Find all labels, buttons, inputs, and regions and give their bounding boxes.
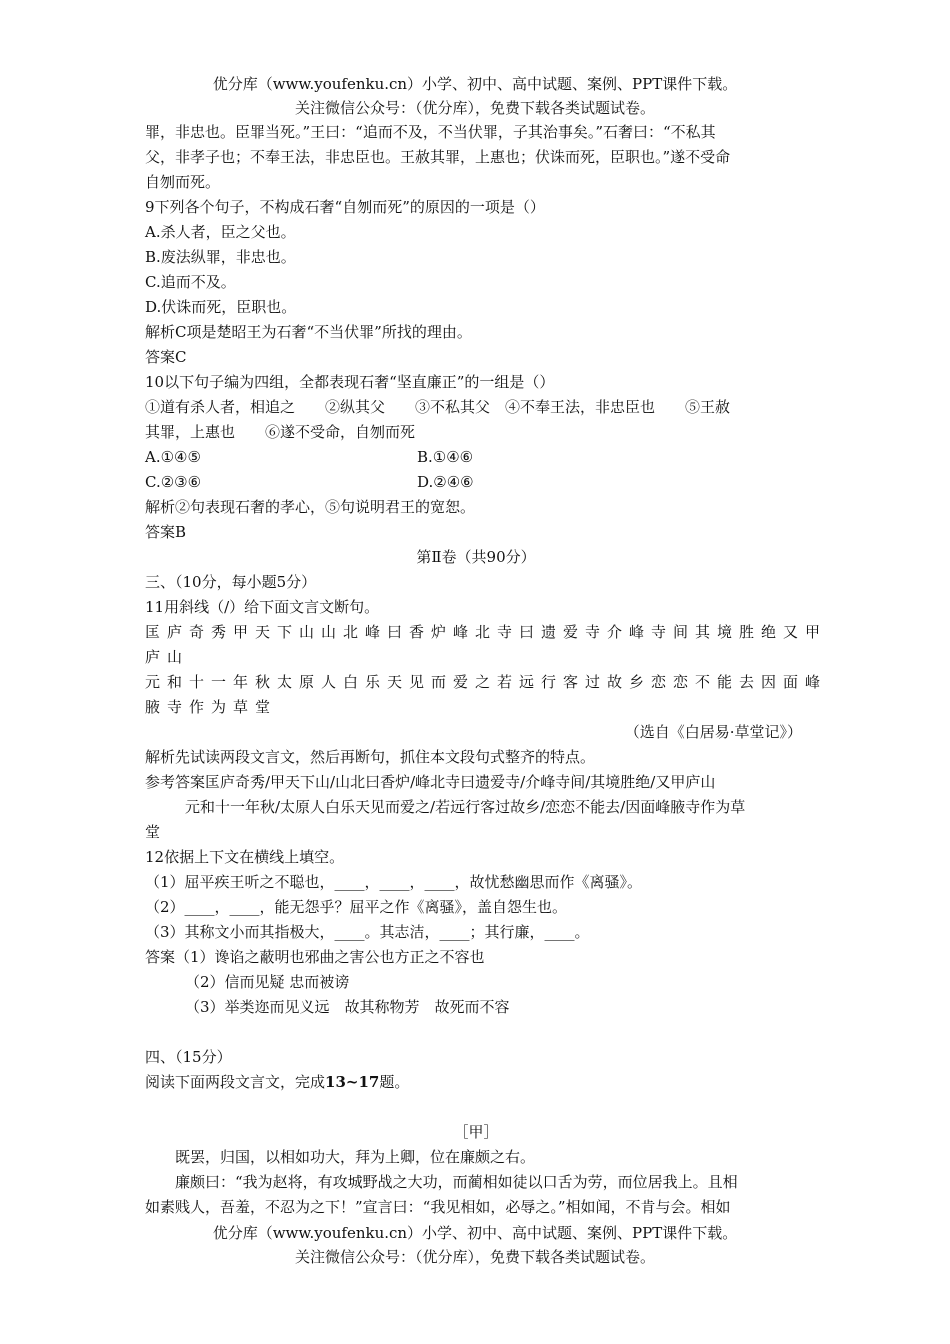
passage-jia-paragraph-2: 廉颇曰：“我为赵将，有攻城野战之大功，而蔺相如徒以口舌为劳，而位居我上。且相: [175, 1173, 738, 1191]
question-12-sentence-3: （3）其称文小而其指极大，____。其志洁，____；其行廉，____。: [145, 923, 590, 941]
question-12-stem: 12依据上下文在横线上填空。: [145, 848, 345, 866]
section-2-title: 第Ⅱ卷（共90分）: [416, 548, 536, 566]
question-10-option-b: B.①④⑥: [417, 448, 474, 466]
footer-line-1: 优分库（www.youfenku.cn）小学、初中、高中试题、案例、PPT课件下载。: [212, 1224, 738, 1242]
part-4-intro-end: 题。: [379, 1073, 410, 1091]
question-10-stem: 10以下句子编为四组，全都表现石奢“坚直廉正”的一组是（）: [145, 373, 555, 391]
question-11-reference-line: 参考答案匡庐奇秀/甲天下山/山北曰香炉/峰北寺曰遗爱寺/介峰寺间/其境胜绝/又甲庐山: [145, 773, 716, 791]
question-10-options-row: [145, 445, 807, 470]
question-9-analysis: 解析C项是楚昭王为石奢“不当伏罪”所找的理由。: [145, 323, 472, 341]
question-10-items-line: ①道有杀人者，相追之 ②纵其父 ③不私其父 ④不奉王法，非忠臣也 ⑤王赦: [145, 398, 731, 416]
page-header: [0, 72, 950, 120]
question-11-stem: 11用斜线（/）给下面文言文断句。: [145, 598, 380, 616]
header-line-1: 优分库（www.youfenku.cn）小学、初中、高中试题、案例、PPT课件下载。: [212, 75, 738, 93]
question-10-items-line: 其罪，上惠也 ⑥遂不受命，自刎而死: [145, 423, 416, 441]
part-4-title: 四、（15分）: [145, 1048, 232, 1066]
question-9-option-c: C.追而不及。: [145, 273, 236, 291]
spacer: [145, 1020, 807, 1045]
footer-line-2: 关注微信公众号：（优分库），免费下载各类试题试卷。: [294, 1248, 655, 1266]
question-12-sentence-1: （1）屈平疾王听之不聪也，____，____，____，故忧愁幽思而作《离骚》。: [145, 873, 643, 891]
page-footer: [0, 1221, 950, 1269]
question-11-analysis: 解析先试读两段文言文，然后再断句，抓住本文段句式整齐的特点。: [145, 748, 596, 766]
spacer: [145, 1095, 807, 1120]
passage-jia-paragraph-2-cont: 如素贱人，吾羞，不忍为之下！”宣言曰：“我见相如，必辱之。”相如闻，不肯与会。相如: [145, 1198, 731, 1216]
question-12-answer-1: 答案（1）谗谄之蔽明也邪曲之害公也方正之不容也: [145, 948, 485, 966]
question-10-option-d: D.②④⑥: [417, 473, 474, 491]
question-10-option-a: A.①④⑤: [145, 448, 201, 466]
document-body: [145, 120, 828, 1220]
question-9-option-b: B.废法纵罪，非忠也。: [145, 248, 296, 266]
question-11-text-line: 腋寺作为草堂: [145, 698, 278, 716]
question-11-source: （选自《白居易·草堂记》）: [624, 723, 802, 741]
part-4-question-range: 13~17: [325, 1073, 380, 1091]
question-12-answer-2: （2）信而见疑 忠而被谤: [185, 973, 350, 991]
part-4-intro-text: 阅读下面两段文言文，完成: [145, 1073, 326, 1091]
question-10-analysis: 解析②句表现石奢的孝心，⑤句说明君王的宽恕。: [145, 498, 476, 516]
question-9-option-a: A.杀人者，臣之父也。: [145, 223, 296, 241]
question-10-answer: 答案B: [145, 523, 187, 541]
part-3-title: 三、（10分，每小题5分）: [145, 573, 317, 591]
passage-jia-paragraph-1: 既罢，归国，以相如功大，拜为上卿，位在廉颇之右。: [175, 1148, 536, 1166]
question-12-sentence-2: （2）____，____，能无怨乎？屈平之作《离骚》，盖自怨生也。: [145, 898, 568, 916]
header-line-2: 关注微信公众号：（优分库），免费下载各类试题试卷。: [294, 99, 655, 117]
question-9-stem: 9下列各个句子，不构成石奢“自刎而死”的原因的一项是（）: [145, 198, 545, 216]
passage-line: 父，非孝子也；不奉王法，非忠臣也。王赦其罪，上惠也；伏诛而死，臣职也。”遂不受命: [145, 148, 731, 166]
question-9-option-d: D.伏诛而死，臣职也。: [145, 298, 297, 316]
question-11-text-line: 匡庐奇秀甲天下山山北峰曰香炉峰北寺曰遗爱寺介峰寺间其境胜绝又甲: [145, 623, 828, 641]
passage-line: 罪，非忠也。臣罪当死。”王曰：“追而不及，不当伏罪，子其治事矣。”石奢曰：“不私其: [145, 123, 716, 141]
question-9-answer: 答案C: [145, 348, 187, 366]
passage-line: 自刎而死。: [145, 173, 221, 191]
question-12-answer-3: （3）举类迩而见义远 故其称物芳 故死而不容: [185, 998, 510, 1016]
question-10-options-row: [145, 470, 807, 495]
question-11-reference-line: 堂: [145, 823, 161, 841]
question-11-text-line: 庐山: [145, 648, 190, 666]
part-4-intro: [145, 1070, 807, 1095]
question-11-text-line: 元和十一年秋太原人白乐天见而爱之若远行客过故乡恋恋不能去因面峰: [145, 673, 828, 691]
question-11-reference-line: 元和十一年秋/太原人白乐天见而爱之/若远行客过故乡/恋恋不能去/因面峰腋寺作为草: [185, 798, 746, 816]
question-10-option-c: C.②③⑥: [145, 473, 202, 491]
passage-jia-label: ［甲］: [453, 1123, 499, 1141]
